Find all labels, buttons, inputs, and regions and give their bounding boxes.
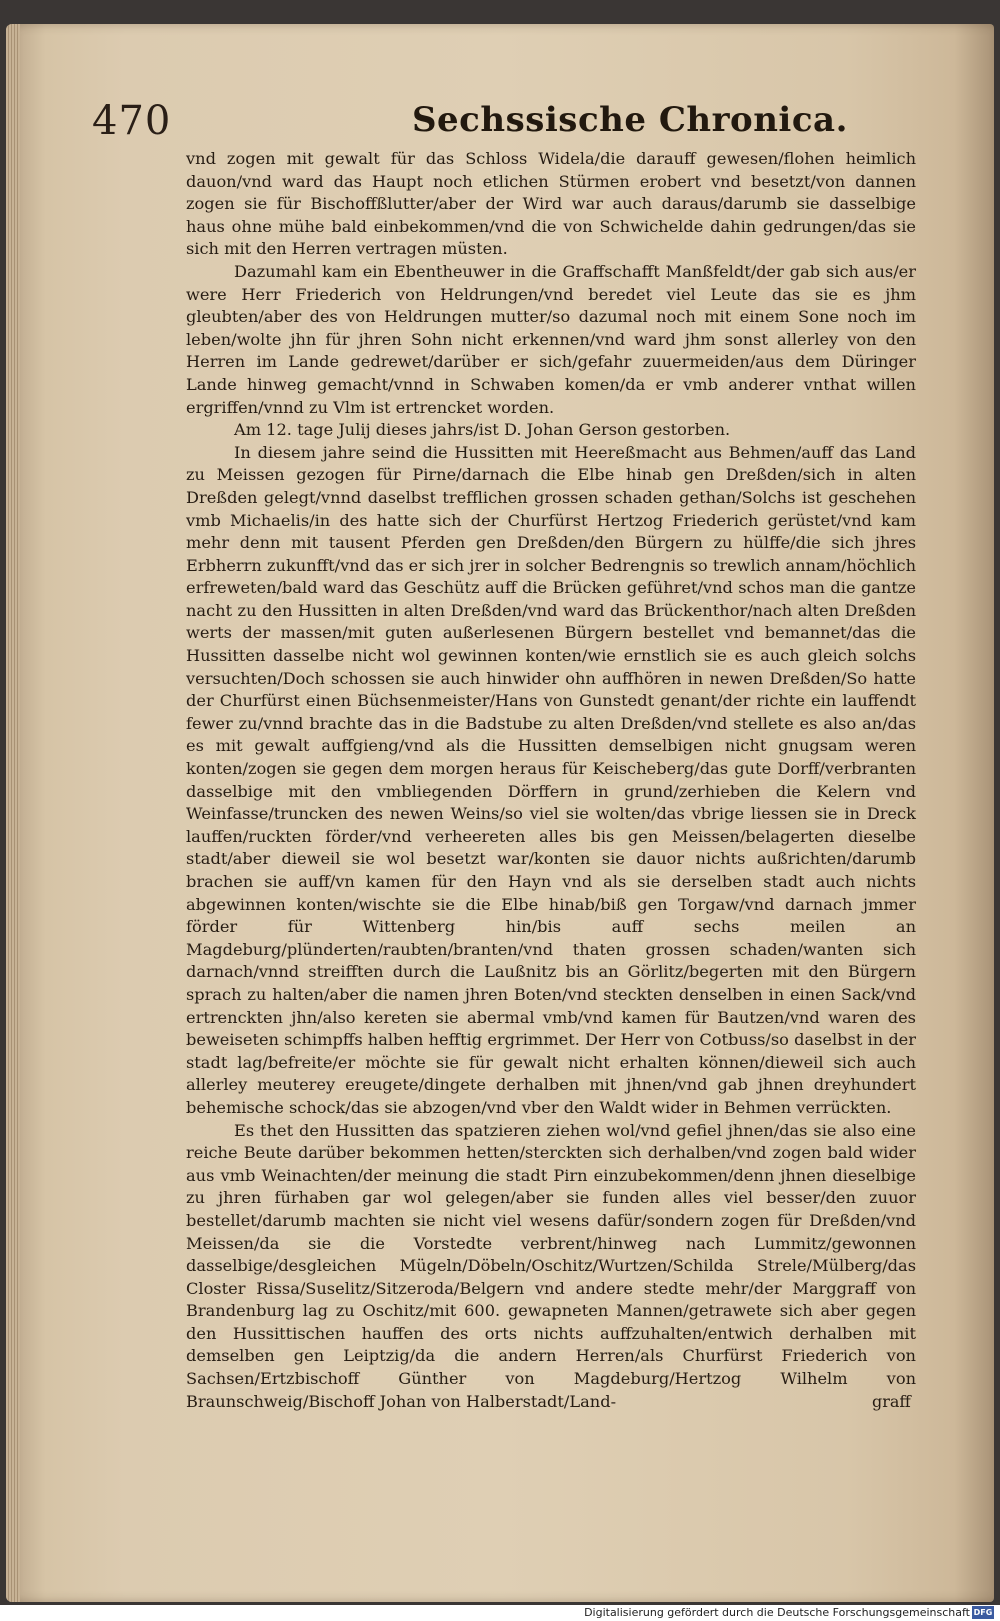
paragraph-hussites-dresden: In diesem jahre seind die Hussitten mit Heereßmacht aus Behmen/auff das Land zu Meissen gezogen für Pirne/darnach die Elbe hinab gen Dreßden/sich in alten Dreßden gelegt/vnnd daselbst trefflichen grossen schaden gethan/Solchs ist geschehen vmb Michaelis/in des hatte sich der Churfürst Hertzog Friederich gerüstet/vnd kam mehr denn mit tausent Pferden gen Dreßden/den Bürgern zu hülffe/die sich jhres Erbherrn zukunfft/vnd das er sich jrer in solcher Bedrengnis so trewlich annam/höchlich erfreweten/bald ward das Geschütz auff die Brücken geführet/vnd schos man die gantze nacht zu den Hussitten in alten Dreßden/vnd ward das Brückenthor/nach alten Dreßden werts der massen/mit guten außerlesenen Bürgern bestellet vnd bemannet/das die Hussitten dasselbe nicht wol gewinnen konten/wie ernstlich sie es auch gleich solchs versuchten/Doch schossen sie auch hinwider ohn auffhören in newen Dreßden/So hatte der Churfürst einen Büchsenmeister/Hans von Gunstedt genant/der richte ein lauffendt fewer zu/vnnd brachte das in die Badstube zu alten Dreßden/vnd stellete es also an/das es mit gewalt auffgieng/vnd als die Hussitten demselbigen nicht gnugsam weren konten/zogen sie gegen dem morgen heraus für Keischeberg/das gute Dorff/verbranten dasselbige mit den vmbliegenden Dörffern in grund/zerhieben die Kelern vnd Weinfasse/truncken des newen Weins/so viel sie wolten/das vbrige liessen sie in Dreck lauffen/ruckten förder/vnd verheereten alles bis gen Meissen/belagerten dieselbe stadt/aber dieweil sie wol besetzt war/konten sie dauor nichts außrichten/darumb brachen sie auff/vn kamen für den Hayn vnd als sie derselben stadt auch nichts abgewinnen konten/wischte sie die Elbe hinab/biß gen Torgaw/vnd darnach jmmer förder für Wittenberg hin/bis auff sechs meilen an Magdeburg/plünderten/raubten/branten/vnd thaten grossen schaden/wanten sich darnach/vnnd streifften durch die Laußnitz bis an Görlitz/begerten mit den Bürgern sprach zu halten/aber die namen jhren Boten/vnd steckten denselben in einen Sack/vnd ertrenckten jhn/also kereten sie abermal vmb/vnd kamen für Bautzen/vnd waren des beweiseten schimpffs halben hefftig ergrimmet. Der Herr von Cotbuss/so daselbst in der stadt lag/befreite/er möchte sie für gewalt nicht erhalten können/dieweil sich auch allerley meuterey ereugete/dingete derhalben mit jhnen/vnd gab jhnen dreyhundert behemische schock/das sie abzogen/vnd vber den Waldt wider in Behmen verrückten.: [186, 442, 916, 1117]
page-header: [92, 96, 952, 146]
paragraph-impostor: Dazumahl kam ein Ebentheuwer in die Graffschafft Manßfeldt/der gab sich aus/er were Herr Friederich von Heldrungen/vnd beredet viel Leute das sie es jhm gleubten/aber des von Heldrungen mutter/so dazumal noch mit einem Sone noch im leben/wolte jhn für jhren Sohn nicht erkennen/vnd ward jhm sonst allerley von den Herren im Lande gedrewet/darüber er sich/gefahr zuuermeiden/aus dem Düringer Lande hinweg gemacht/vnnd in Schwaben komen/da er vmb anderer vnthat willen ergriffen/vnnd zu Vlm ist ertrencket worden.: [186, 261, 916, 417]
paragraph-hussites-christmas: Es thet den Hussitten das spatzieren ziehen wol/vnd gefiel jhnen/das sie also eine reiche Beute darüber bekommen hetten/sterckten sich derhalben/vnd zogen bald wider aus vmb Weinachten/der meinung die stadt Pirn einzubekommen/denn jhnen dieselbige zu jhren fürhaben gar wol gelegen/aber sie funden alles viel besser/den zuuor bestellet/darumb machten sie nicht viel wesens dafür/sondern zogen für Dreßden/vnd Meissen/da sie die Vorstedte verbrent/hinweg nach Lummitz/gewonnen dasselbige/desgleichen Mügeln/Döbeln/Oschitz/Wurtzen/Schilda Strele/Mülberg/das Closter Rissa/Suselitz/Sitzeroda/Belgern vnd andere stedte mehr/der Marggraff von Brandenburg lag zu Oschitz/mit 600. gewapneten Mannen/getrawete sich aber gegen den Hussittischen hauffen des orts nichts auffzuhalten/entwich derhalben mit demselben gen Leiptzig/da die andern Herren/als Churfürst Friederich von Sachsen/Ertzbischoff Günther von Magdeburg/Hertzog Wilhelm von Braunschweig/Bischoff Johan von Halberstadt/Land-: [186, 1120, 916, 1411]
running-title: Sechssische Chronica.: [412, 100, 848, 140]
dfg-logo-icon: DFG: [973, 1608, 993, 1617]
page-number: 470: [92, 98, 172, 144]
page-fore-edge: [6, 24, 20, 1602]
catchword: graff: [872, 1392, 911, 1411]
page-body-text: [186, 148, 916, 1413]
paragraph-continuation: vnd zogen mit gewalt für das Schloss Widela/die darauff gewesen/flohen heimlich dauon/vnd ward das Haupt noch etlichen Stürmen erobert vnd besetzt/von dannen zogen sie für Bischoffßlutter/aber der Wird war auch daraus/darumb sie dasselbige haus ohne mühe bald einbekommen/vnd die von Schwichelde dahin gedrungen/das sie sich mit den Herren vertragen müsten.: [186, 149, 916, 259]
digitization-credit: Digitalisierung gefördert durch die Deutsche Forschungsgemeinschaft: [584, 1606, 970, 1619]
paragraph-gerson: Am 12. tage Julij dieses jahrs/ist D. Johan Gerson gestorben.: [234, 420, 731, 440]
